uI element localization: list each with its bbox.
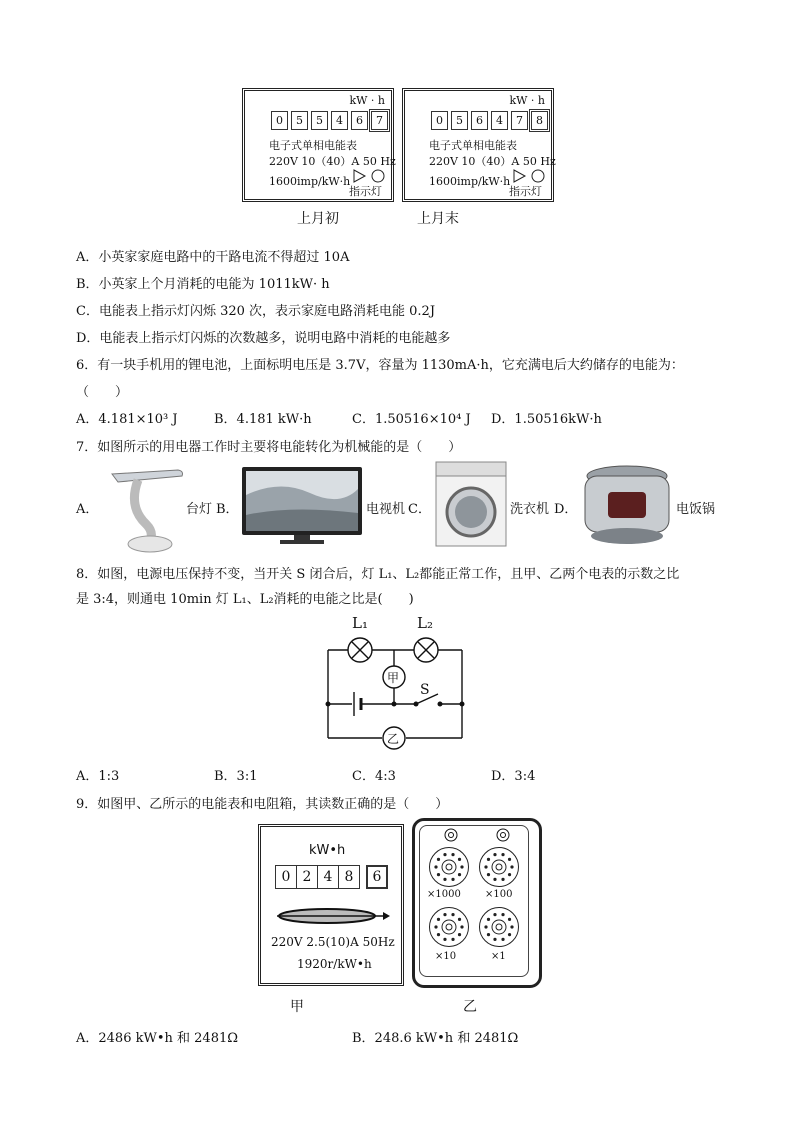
q6-option-a: A．4.181×10³ J [76, 412, 178, 427]
q8-option-a: A．1:3 [76, 769, 120, 784]
desk-lamp-icon [98, 462, 186, 554]
meter-unit: kW•h [309, 843, 346, 858]
q9-option-b: B．248.6 kW•h 和 2481Ω [352, 1031, 519, 1046]
q8-stem-2: 是 3:4，则通电 10min 灯 L₁、L₂消耗的电能之比是( ) [76, 592, 414, 607]
digit: 2 [297, 865, 318, 889]
digit: 0 [275, 865, 297, 889]
multiplier-1: ×1 [491, 951, 506, 962]
meter-unit: kW · h [349, 94, 385, 107]
multiplier-100: ×100 [485, 889, 513, 900]
label-meter-jia: 甲 [387, 671, 400, 685]
q6-paren: （ ） [76, 385, 129, 400]
meter-start [242, 88, 394, 202]
digit: 4 [331, 111, 348, 130]
label-l1: L₁ [352, 614, 368, 632]
meter-end [402, 88, 554, 202]
rotor-disc-icon [271, 905, 391, 927]
indicator-label: 指示灯 [509, 185, 542, 198]
digit: 6 [471, 111, 488, 130]
q5-option-a: A．小英家家庭电路中的干路电流不得超过 10A [76, 250, 350, 265]
dial-100 [479, 847, 519, 887]
q7-option-a-label: 台灯 [186, 502, 213, 517]
q7-option-b-label: 电视机 [366, 502, 406, 517]
q7-stem: 7．如图所示的用电器工作时主要将电能转化为机械能的是（ ） [76, 440, 462, 455]
indicator-label: 指示灯 [349, 185, 382, 198]
q5-option-d: D．电能表上指示灯闪烁的次数越多，说明电路中消耗的电能越多 [76, 331, 451, 346]
dial-1000 [429, 847, 469, 887]
q5-option-b: B．小英家上个月消耗的电能为 1011kW· h [76, 277, 330, 292]
meter-spec: 220V 2.5(10)A 50Hz [271, 935, 395, 949]
q8-option-c: C．4:3 [352, 769, 396, 784]
digit: 4 [491, 111, 508, 130]
digit: 5 [451, 111, 468, 130]
q6-option-c: C．1.50516×10⁴ J [352, 412, 471, 427]
q6-stem: 6．有一块手机用的锂电池，上面标明电压是 3.7V，容量为 1130mA·h，它充满电后大约储存的电能为： [76, 358, 684, 373]
caption-start: 上月初 [297, 211, 339, 227]
meter-unit: kW · h [509, 94, 545, 107]
meter-title: 电子式单相电能表 [269, 139, 357, 152]
q6-option-d: D．1.50516kW·h [491, 412, 602, 427]
label-switch-s: S [420, 682, 430, 698]
q7-option-a-letter: A． [76, 502, 99, 517]
meter-digits [271, 111, 388, 130]
meter-title: 电子式单相电能表 [429, 139, 517, 152]
digit: 7 [511, 111, 528, 130]
energy-meter-jia [258, 824, 404, 986]
q8-stem-1: 8．如图，电源电压保持不变，当开关 S 闭合后，灯 L₁、L₂都能正常工作，且甲、乙两个电表的示数之比 [76, 567, 680, 582]
dial-10 [429, 907, 469, 947]
indicator-icon [513, 169, 547, 183]
indicator-icon [353, 169, 387, 183]
lamp-l2 [414, 638, 438, 662]
label-l2: L₂ [417, 614, 433, 632]
q6-option-b: B．4.181 kW·h [214, 412, 312, 427]
q7-option-b-letter: B． [216, 502, 239, 517]
television-icon [240, 465, 364, 549]
digit: 7 [371, 111, 388, 130]
digit: 0 [271, 111, 288, 130]
meter-spec: 220V 10（40）A 50 Hz [429, 155, 556, 168]
digit: 0 [431, 111, 448, 130]
caption-end: 上月末 [417, 211, 459, 227]
digit: 6 [351, 111, 368, 130]
q9-stem: 9．如图甲、乙所示的电能表和电阻箱，其读数正确的是（ ） [76, 797, 449, 812]
multiplier-10: ×10 [435, 951, 457, 962]
digit: 5 [291, 111, 308, 130]
digit: 5 [311, 111, 328, 130]
q7-option-c-letter: C． [408, 502, 431, 517]
q9-option-a: A．2486 kW•h 和 2481Ω [76, 1031, 239, 1046]
q5-option-c: C．电能表上指示灯闪烁 320 次，表示家庭电路消耗电能 0.2J [76, 304, 436, 319]
meter-rate: 1600imp/kW·h [269, 175, 351, 188]
dial-1 [479, 907, 519, 947]
meter-rate: 1600imp/kW·h [429, 175, 511, 188]
lamp-l1 [348, 638, 372, 662]
digit: 6 [366, 865, 388, 889]
q7-option-c-label: 洗衣机 [510, 502, 550, 517]
rice-cooker-icon [580, 462, 674, 548]
q8-option-b: B．3:1 [214, 769, 258, 784]
terminal-icon [495, 827, 511, 843]
q7-option-d-label: 电饭锅 [676, 502, 716, 517]
digit: 4 [318, 865, 339, 889]
meter-digits [275, 865, 388, 889]
meter-rate: 1920r/kW•h [297, 957, 372, 971]
meter-spec: 220V 10（40）A 50 Hz [269, 155, 396, 168]
digit: 8 [339, 865, 360, 889]
resistance-box-yi [412, 818, 542, 988]
q7-option-d-letter: D． [554, 502, 578, 517]
q8-option-d: D．3:4 [491, 769, 536, 784]
multiplier-1000: ×1000 [427, 889, 461, 900]
meter-digits [431, 111, 548, 130]
terminal-icon [443, 827, 459, 843]
label-meter-yi: 乙 [387, 732, 400, 746]
washing-machine-icon [434, 460, 508, 548]
caption-jia: 甲 [290, 999, 304, 1015]
caption-yi: 乙 [463, 999, 477, 1015]
digit: 8 [531, 111, 548, 130]
